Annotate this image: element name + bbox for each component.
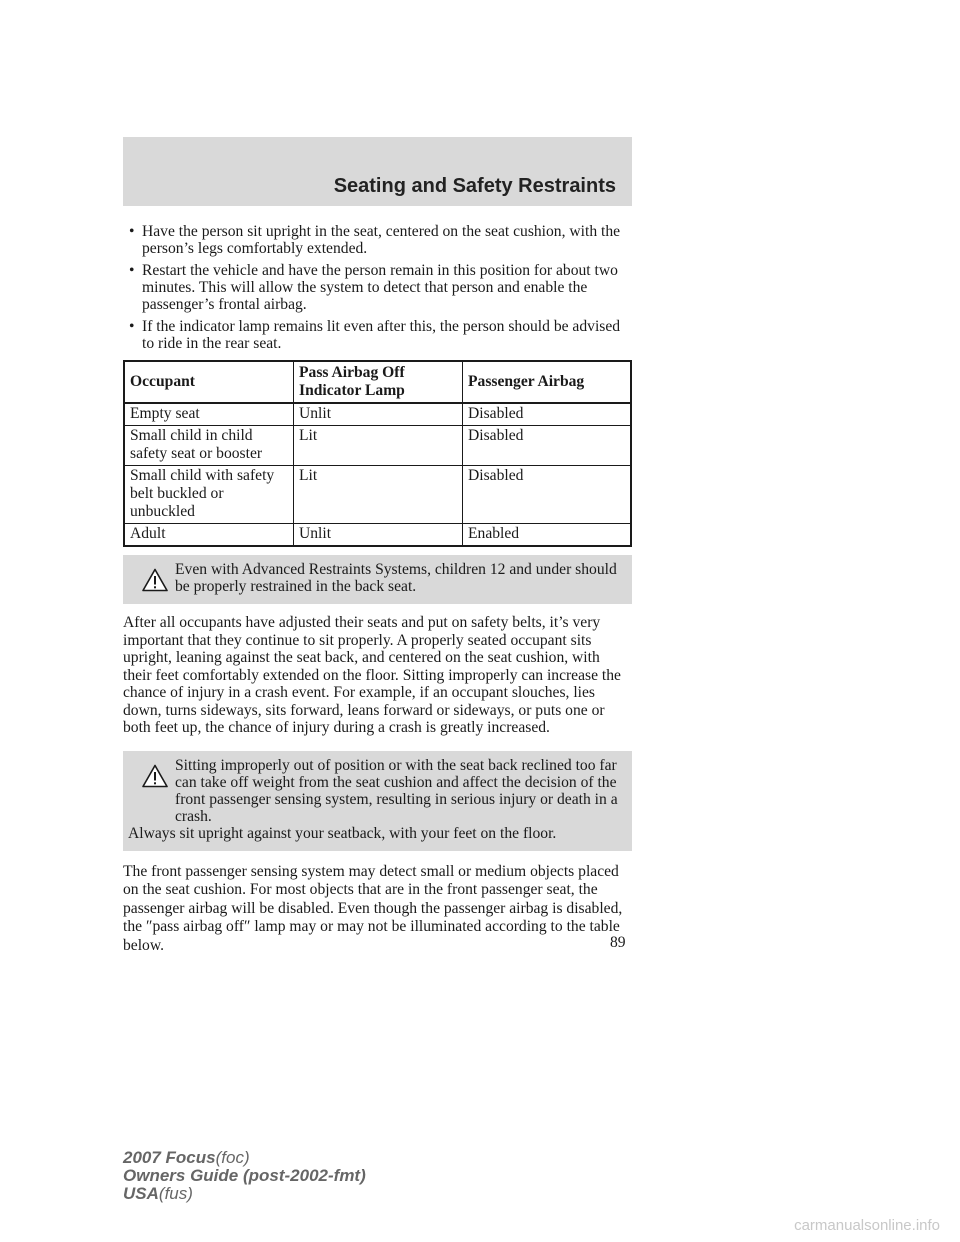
table-row [124, 426, 631, 466]
table-row [124, 466, 631, 524]
list-item [123, 262, 632, 313]
bullet-glyph: • [129, 223, 135, 240]
column-header-passenger-airbag: Passenger Airbag [463, 361, 632, 403]
table-cell: Empty seat [124, 403, 294, 426]
warning-triangle-icon [142, 568, 168, 592]
warning-box-posture [123, 751, 632, 851]
column-header-indicator-lamp: Pass Airbag Off Indicator Lamp [294, 361, 463, 403]
warning-text: Sitting improperly out of position or with the seat back reclined too far can take off weight from the seat cushion and affect the decision of the front passenger sensing system, resulting in serious injury or death in a crash. [175, 756, 618, 825]
warning-box-children [123, 555, 632, 604]
table-cell: Lit [294, 466, 463, 524]
table-cell: Adult [124, 524, 294, 547]
bullet-glyph: • [129, 262, 135, 279]
column-header-occupant: Occupant [124, 361, 294, 403]
table-cell: Unlit [294, 524, 463, 547]
table-cell: Enabled [463, 524, 632, 547]
table-cell: Unlit [294, 403, 463, 426]
list-item [123, 223, 632, 257]
watermark: carmanualsonline.info [794, 1217, 940, 1234]
table-cell: Disabled [463, 426, 632, 466]
footer-market-code: (fus) [158, 1184, 193, 1203]
warning-text-line2: Always sit upright against your seatback, with your feet on the floor. [128, 824, 557, 842]
table-cell: Small child with safety belt buckled or unbuckled [124, 466, 294, 524]
footer-market: USA [123, 1184, 159, 1203]
table-row [124, 524, 631, 547]
table-cell: Lit [294, 426, 463, 466]
table-cell: Disabled [463, 466, 632, 524]
page-header [123, 137, 632, 206]
warning-text: Even with Advanced Restraints Systems, children 12 and under should be properly restrained in the back seat. [175, 561, 617, 595]
warning-triangle-icon [142, 764, 168, 788]
page-number: 89 [610, 934, 626, 951]
list-item-text: Have the person sit upright in the seat, centered on the seat cushion, with the person’s legs comfortably extended. [142, 223, 621, 257]
list-item-text: Restart the vehicle and have the person remain in this position for about two minutes. This will allow the system to detect that person and enable the passenger’s frontal airbag. [142, 262, 618, 313]
occupant-airbag-table [123, 360, 632, 547]
page-content [123, 223, 632, 955]
footer-model-code: (foc) [215, 1148, 250, 1167]
table-cell: Disabled [463, 403, 632, 426]
document-footer [123, 1149, 366, 1203]
table-cell: Small child in child safety seat or booster [124, 426, 294, 466]
footer-model: 2007 Focus [123, 1148, 216, 1167]
section-title: Seating and Safety Restraints [333, 175, 616, 197]
bullet-glyph: • [129, 318, 135, 335]
body-paragraph-sitting: After all occupants have adjusted their seats and put on safety belts, it’s very important that they continue to sit properly. A properly seated occupant sits upright, leaning against the seat back, and centered on the seat cushion, with their feet comfortably extended on the floor. Sitting improperly can increase the chance of injury in a crash event. For example, if an occupant slouches, lies down, turns sideways, sits forward, leans forward or sideways, or puts one or both feet up, the chance of injury during a crash is greatly increased. [123, 614, 621, 736]
list-item [123, 318, 632, 352]
table-row [124, 403, 631, 426]
list-item-text: If the indicator lamp remains lit even after this, the person should be advised to ride in the rear seat. [142, 318, 621, 352]
instruction-list [123, 223, 632, 352]
body-paragraph-objects: The front passenger sensing system may detect small or medium objects placed on the seat cushion. For most objects that are in the front passenger seat, the passenger airbag will be disabled. Even though the passenger airbag is disabled, the ″pass airbag off″ lamp may or may not be illuminated according to the table below. [123, 862, 623, 954]
table-header-row [124, 361, 631, 403]
footer-guide: Owners Guide (post-2002-fmt) [123, 1166, 366, 1185]
